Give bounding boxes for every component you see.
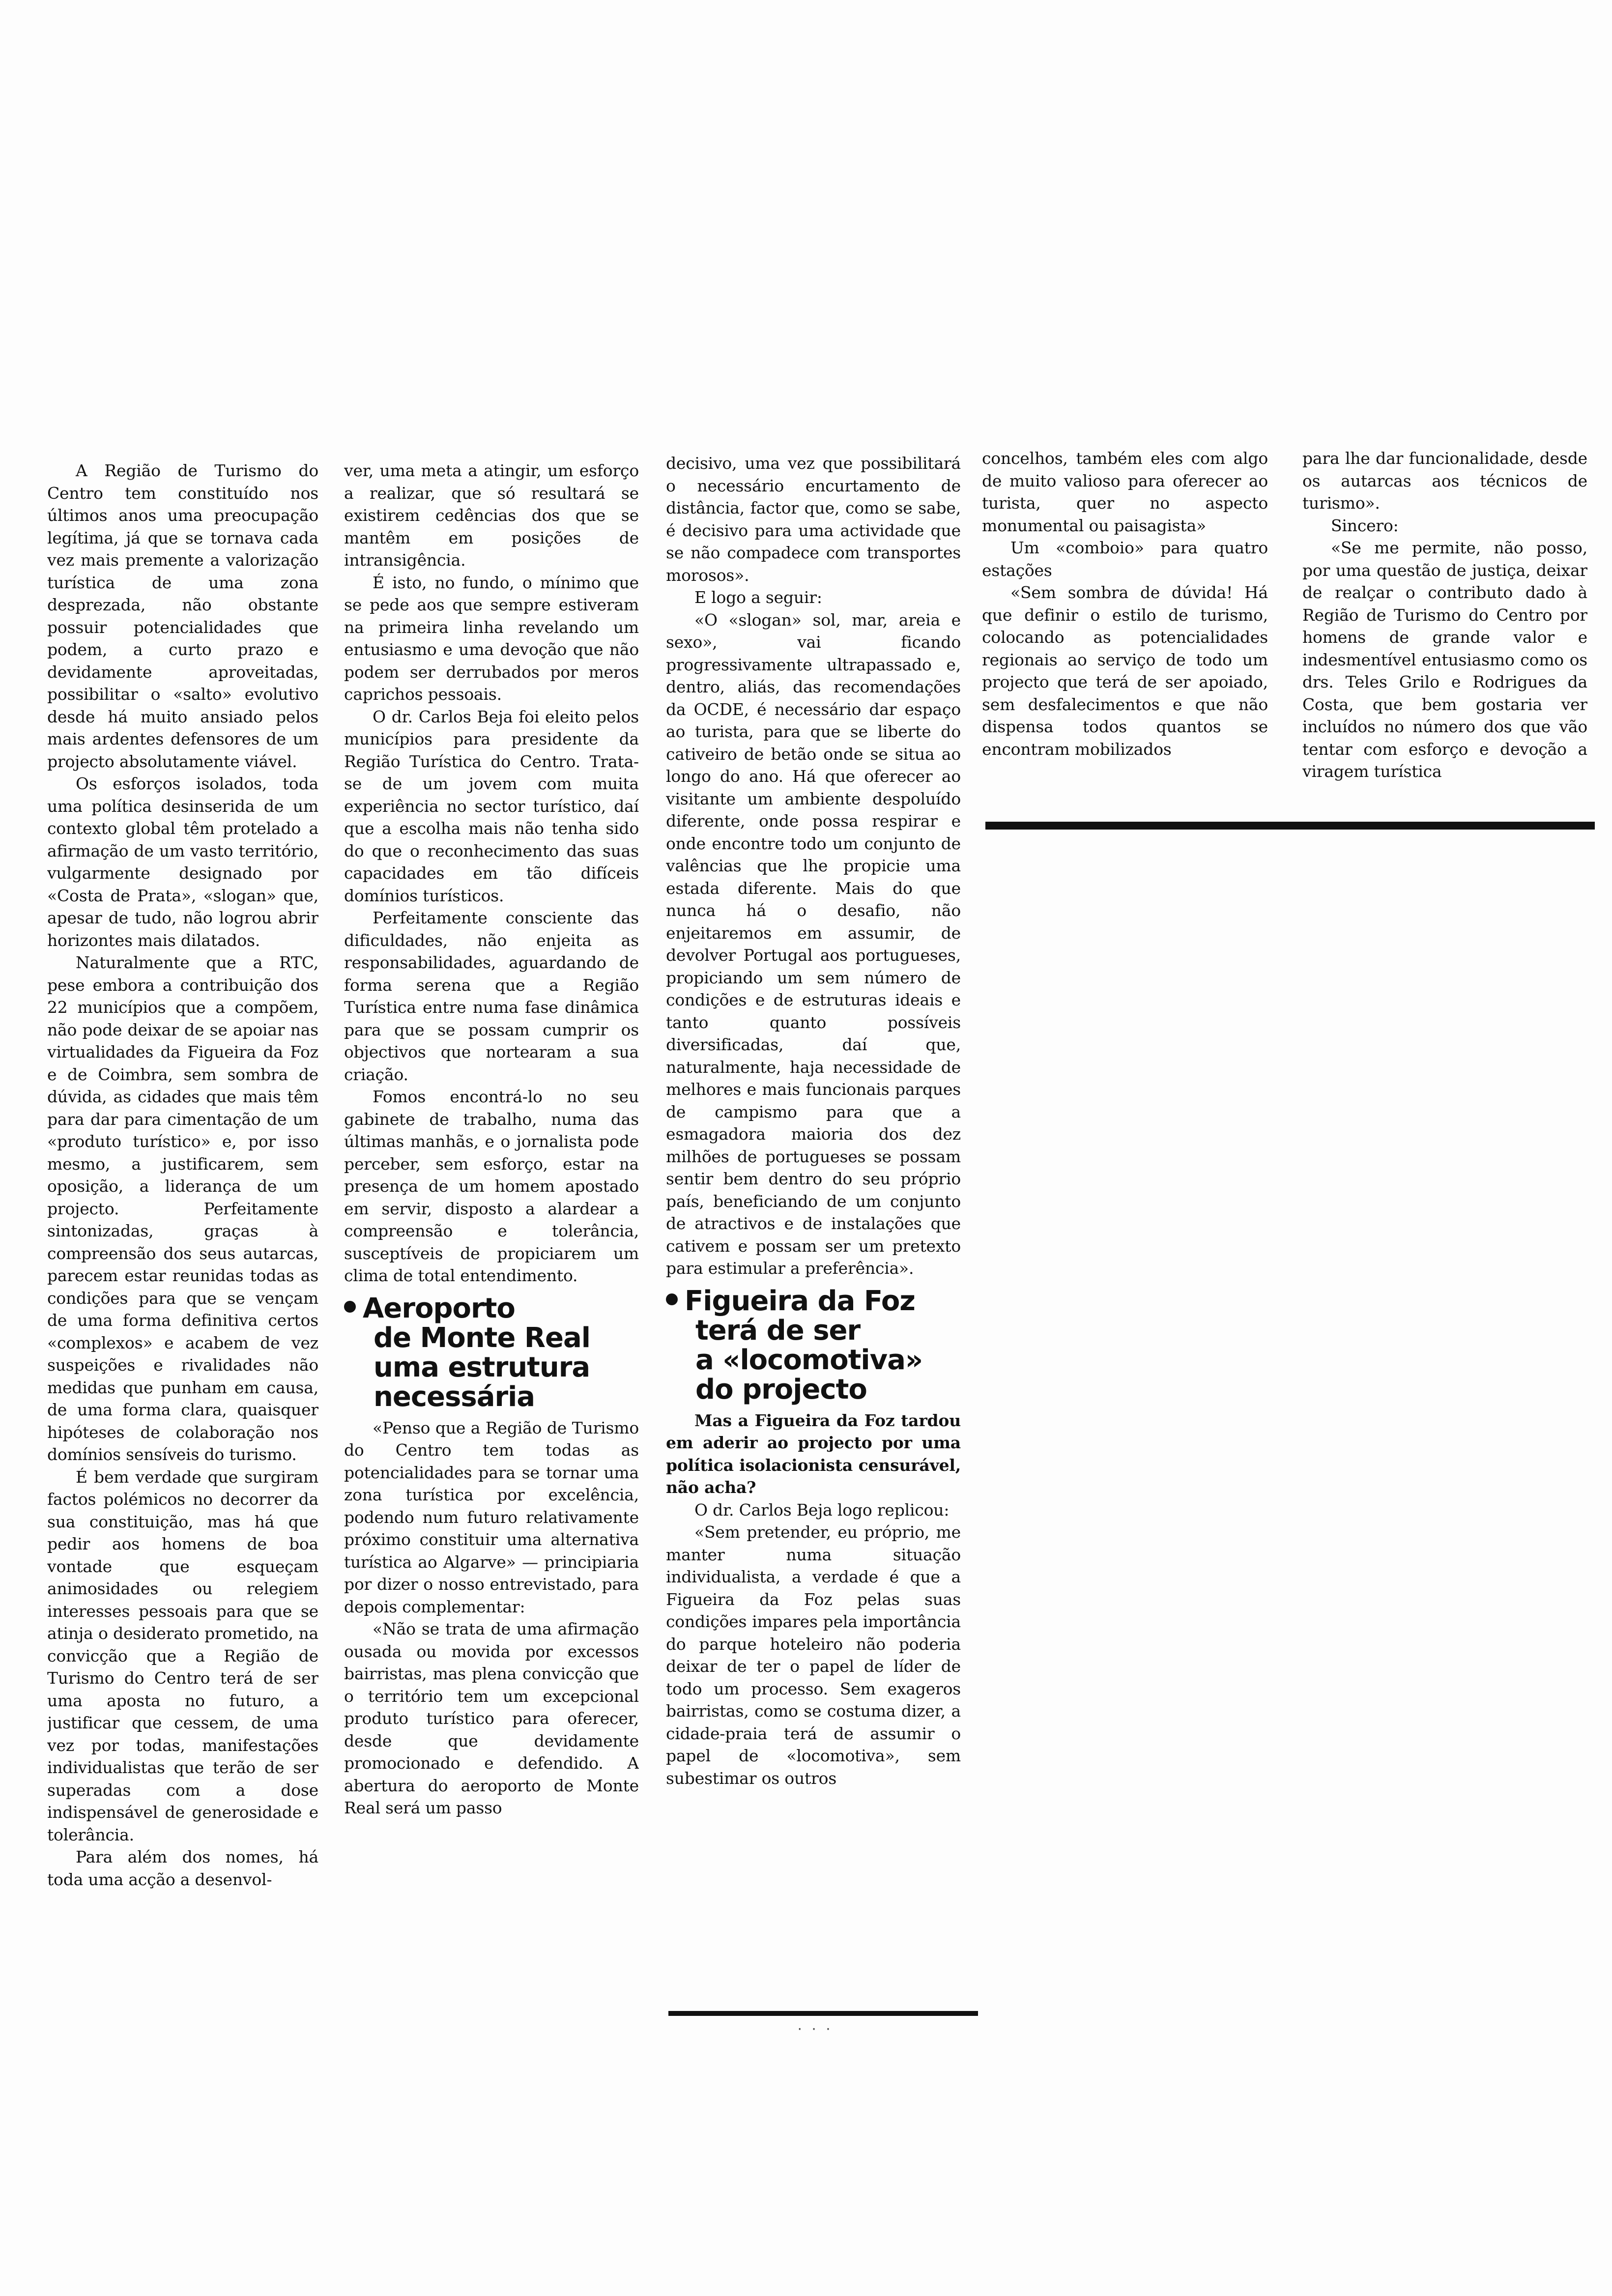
paragraph: Para além dos nomes, há toda uma acção a desenvol- — [47, 1847, 318, 1889]
paragraph: O dr. Carlos Beja foi eleito pelos municípios para presidente da Região Turística do Centro. Trata-se de um jovem com muita experiência no sector turístico, daí que a escolha mais não tenha sido do que o reconhecimento das suas capacidades em tão difíceis domínios turísticos. — [344, 707, 639, 905]
bullet-icon — [344, 1301, 356, 1313]
article-column-3 — [666, 452, 961, 2005]
paragraph: É isto, no fundo, o mínimo que se pede aos que sempre estiveram na primeira linha revelando um entusiasmo e uma devoção que não podem ser derrubados por meros caprichos pessoais. — [344, 573, 639, 704]
paragraph: É bem verdade que surgiram factos polémicos no decorrer da sua constituição, mas há que pedir aos homens de boa vontade que esqueçam animosidades ou relegiem interesses pessoais para que se atinja o desiderato prometido, na convicção que a Região de Turismo do Centro terá de ser uma aposta no futuro, a justificar que cessem, de uma vez por todas, manifestações individualistas que terão de ser superadas com a dose indispensável de generosidade e tolerância. — [47, 1467, 318, 1844]
paragraph: «Penso que a Região de Turismo do Centro tem todas as potencialidades para se tornar uma zona turística por excelência, podendo num futuro relativamente próximo constituir uma alternativa turística ao Algarve» — principiaria por dizer o nosso entrevistado, para depois complementar: — [344, 1418, 639, 1616]
article-column-1 — [47, 459, 318, 2008]
paragraph: E logo a seguir: — [694, 588, 822, 607]
article-column-5 — [1302, 447, 1587, 801]
subheading-figueira: Figueira da Foz terá de ser a «locomotiva» do projecto — [666, 1287, 961, 1405]
paragraph: «Sem pretender, eu próprio, me manter numa situação individualista, a verdade é que a Figueira da Foz pelas suas condições impares pela importância do parque hoteleiro não poderia deixar de ter o papel de líder de todo um processo. Sem exageros bairristas, como se costuma dizer, a cidade-praia terá de assumir o papel de «locomotiva», sem subestimar os outros — [666, 1522, 961, 1788]
paragraph: «O «slogan» sol, mar, areia e sexo», vai ficando progressivamente ultrapassado e, dentro, aliás, das recomendações da OCDE, é necessário dar espaço ao turista, para que se liberte do cativeiro de betão onde se situa ao longo do ano. Há que oferecer ao visitante um ambiente despoluído diferente, onde possa respirar e onde encontre todo um conjunto de valências que lhe propicie uma estada diferente. Mais do que nunca há o desafio, não enjeitaremos em assumir, de devolver Portugal aos portugueses, propiciando um sem número de condições e de estruturas ideais e tanto quanto possíveis diversificadas, daí que, naturalmente, haja necessidade de melhores e mais funcionais parques de campismo para que a esmagadora maioria dos dez milhões de portugueses se possam sentir bem dentro do seu próprio país, beneficiando de um conjunto de atractivos e de instalações que cativem e possam ser um pretexto para estimular a preferência». — [666, 610, 961, 1278]
inline-subheading: Um «comboio» para quatro estações — [982, 538, 1268, 580]
bullet-icon — [666, 1293, 678, 1305]
interview-question: Mas a Figueira da Foz tardou em aderir ao projecto por uma política isolacionista censurável, não acha? — [666, 1410, 961, 1497]
bottom-rule — [668, 2011, 978, 2016]
paragraph: concelhos, também eles com algo de muito valioso para oferecer ao turista, quer no aspecto monumental ou paisagista» — [982, 449, 1268, 535]
paragraph: Perfeitamente consciente das dificuldades, não enjeita as responsabilidades, aguardando de forma serena que a Região Turística entre numa fase dinâmica para que se possam cumprir os objectivos que nortearam a sua criação. — [344, 908, 639, 1084]
paragraph: Os esforços isolados, toda uma política desinserida de um contexto global têm protelado a afirmação de um vasto território, vulgarmente designado por «Costa de Prata», «slogan» que, apesar de tudo, não logrou abrir horizontes mais dilatados. — [47, 774, 318, 950]
column-divider-rule — [985, 822, 1595, 830]
paragraph: «Se me permite, não posso, por uma questão de justiça, deixar de realçar o contributo dado à Região de Turismo do Centro por homens de grande valor e indesmentível entusiasmo como os drs. Teles Grilo e Rodrigues da Costa, que bem gostaria ver incluídos no número dos que vão tentar com esforço e devoção a viragem turística — [1302, 538, 1587, 781]
paragraph: «Não se trata de uma afirmação ousada ou movida por excessos bairristas, mas plena convicção que o território tem um excepcional produto turístico para oferecer, desde que devidamente promocionado e defendido. A abertura do aeroporto de Monte Real será um passo — [344, 1619, 639, 1817]
paragraph: Fomos encontrá-lo no seu gabinete de trabalho, numa das últimas manhãs, e o jornalista pode perceber, sem esforço, estar na presença de um homem apostado em servir, disposto a alardear a compreensão e tolerância, susceptíveis de propiciarem um clima de total entendimento. — [344, 1087, 639, 1285]
paragraph: O dr. Carlos Beja logo replicou: — [694, 1500, 950, 1520]
article-column-2 — [344, 459, 639, 2008]
subheading-aeroporto: Aeroporto de Monte Real uma estrutura necessária — [344, 1294, 639, 1412]
article-column-4 — [982, 447, 1268, 801]
paragraph: Sincero: — [1331, 516, 1399, 535]
paragraph: para lhe dar funcionalidade, desde os autarcas aos técnicos de turismo». — [1302, 449, 1587, 513]
paragraph: Naturalmente que a RTC, pese embora a contribuição dos 22 municípios que a compõem, não pode deixar de se apoiar nas virtualidades da Figueira da Foz e de Coimbra, sem sombra de dúvida, as cidades que mais têm para dar para cimentação de um «produto turístico» e, por isso mesmo, a justificarem, sem oposição, a liderança de um projecto. Perfeitamente sintonizadas, graças à compreensão dos seus autarcas, parecem estar reunidas todas as condições para que se vençam de uma forma definitiva certos «complexos» e acabem de vez suspeições e rivalidades não medidas que punham em causa, de uma forma clara, quaisquer hipóteses de colaboração nos domínios sensíveis do turismo. — [47, 953, 318, 1464]
paragraph: ver, uma meta a atingir, um esforço a realizar, que só resultará se existirem cedências dos que se mantêm em posições de intransigência. — [344, 461, 639, 570]
paragraph: A Região de Turismo do Centro tem constituído nos últimos anos uma preocupação legítima, já que se tornava cada vez mais premente a valorização turística de uma zona desprezada, não obstante possuir potencialidades que podem, a curto prazo e devidamente aproveitadas, possibilitar o «salto» evolutivo desde há muito ansiado pelos mais ardentes defensores de um projecto absolutamente viável. — [47, 461, 318, 771]
paragraph: «Sem sombra de dúvida! Há que definir o estilo de turismo, colocando as potencialidades regionais ao serviço de todo um projecto que terá de ser apoiado, sem desfalecimentos e que não dispensa todos quantos se encontram mobilizados — [982, 583, 1268, 759]
footer-mark: · · · — [796, 2022, 832, 2036]
paragraph: decisivo, uma vez que possibilitará o necessário encurtamento de distância, factor que, como se sabe, é decisivo para uma actividade que se não compadece com transportes morosos». — [666, 454, 961, 585]
